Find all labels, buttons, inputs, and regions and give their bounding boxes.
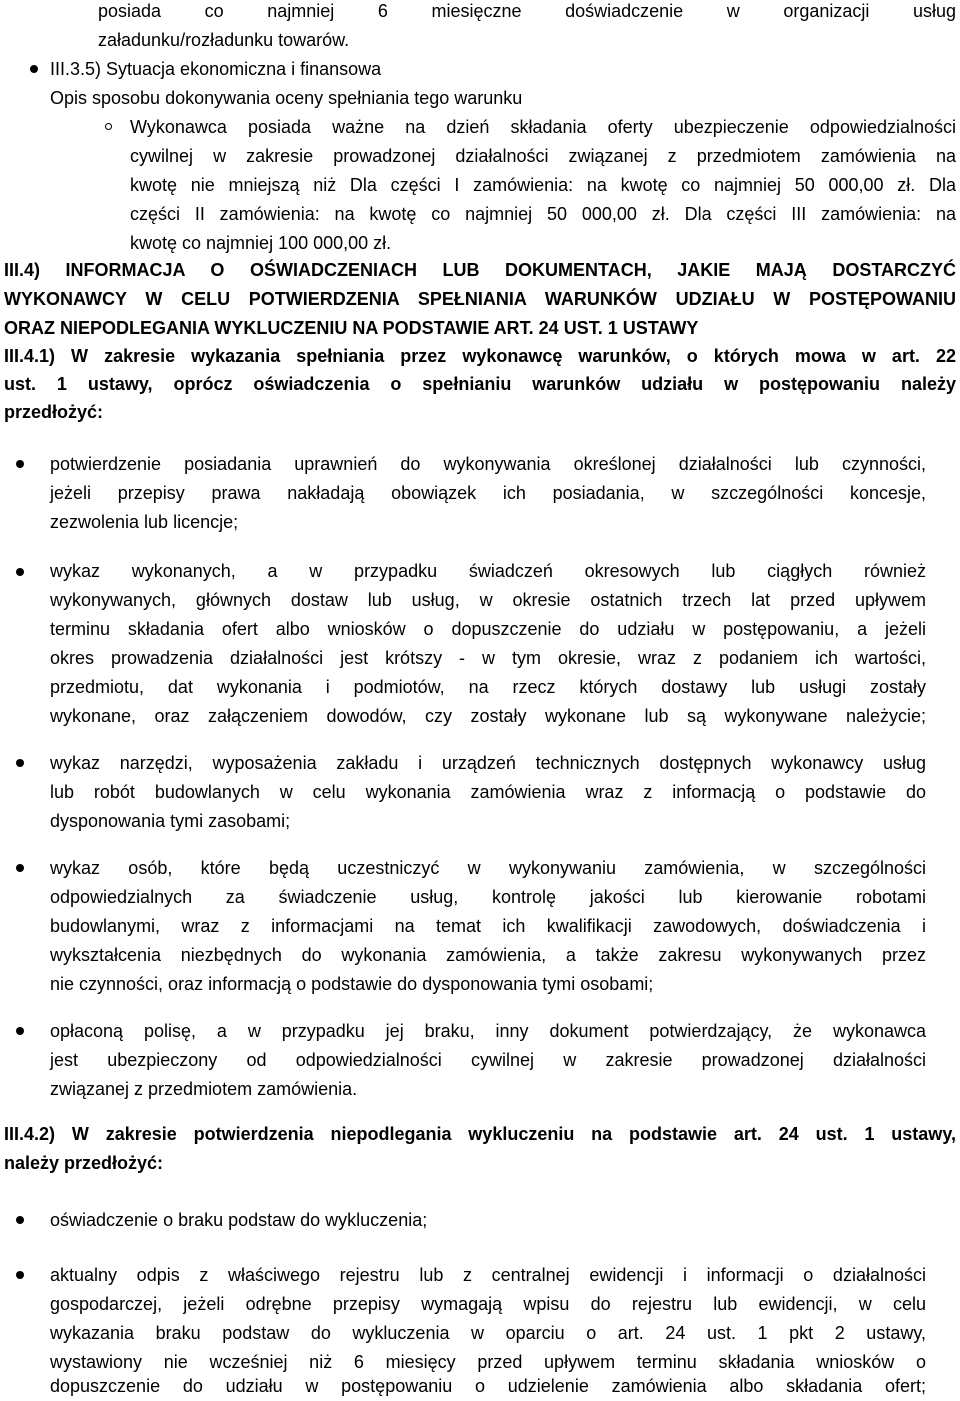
list-item-line: wykaz osób, które będą uczestniczyć w wykonywaniu zamówienia, w szczególności xyxy=(50,858,926,878)
list-item-line: wykonane, oraz załączeniem dowodów, czy zostały wykonane lub są wykonywane należycie; xyxy=(50,706,926,726)
section-heading-iii-4-line: WYKONAWCY W CELU POTWIERDZENIA SPEŁNIANIA WARUNKÓW UDZIAŁU W POSTĘPOWANIU xyxy=(4,289,956,309)
condition-text-line: kwotę nie mniejszą niż Dla części I zamówienia: na kwotę co najmniej 50 000,00 zł. Dla xyxy=(130,175,956,195)
list-item-line: przedmiotu, dat wykonania i podmiotów, na rzecz których dostawy lub usługi zostały xyxy=(50,677,926,697)
section-heading-iii-4-line: ORAZ NIEPODLEGANIA WYKLUCZENIU NA PODSTAWIE ART. 24 UST. 1 USTAWY xyxy=(4,318,699,338)
bullet-dot xyxy=(16,568,24,576)
list-item-line: opłaconą polisę, a w przypadku jej braku, inny dokument potwierdzający, że wykonawca xyxy=(50,1021,926,1041)
list-item-line: wykształcenia niezbędnych do wykonania zamówienia, a także zakresu wykonywanych przez xyxy=(50,945,926,965)
intro-line-2: załadunku/rozładunku towarów. xyxy=(98,30,350,50)
list-item-line: potwierdzenie posiadania uprawnień do wykonywania określonej działalności lub czynności, xyxy=(50,454,926,474)
section-heading-iii-4-1-line: III.4.1) W zakresie wykazania spełniania przez wykonawcę warunków, o których mowa w art. 22 xyxy=(4,346,956,366)
intro-line-1: posiada co najmniej 6 miesięczne doświadczenie w organizacji usług xyxy=(98,1,956,21)
bullet-dot xyxy=(16,1271,24,1279)
list-item-line: wykazania braku podstaw do wykluczenia w oparciu o art. 24 ust. 1 pkt 2 ustawy, xyxy=(50,1323,926,1343)
list-item-line: wykaz wykonanych, a w przypadku świadczeń okresowych lub ciągłych również xyxy=(50,561,926,581)
condition-text-line: cywilnej w zakresie prowadzonej działalności związanej z przedmiotem zamówienia na xyxy=(130,146,956,166)
section-heading-iii-4-1-line: przedłożyć: xyxy=(4,402,104,422)
list-item-line: aktualny odpis z właściwego rejestru lub z centralnej ewidencji i informacji o działalności xyxy=(50,1265,926,1285)
list-item-line: dysponowania tymi zasobami; xyxy=(50,811,291,831)
bullet-dot xyxy=(16,1216,24,1224)
condition-text-line: części II zamówienia: na kwotę co najmniej 50 000,00 zł. Dla części III zamówienia: na xyxy=(130,204,956,224)
list-item-line: związanej z przedmiotem zamówienia. xyxy=(50,1079,358,1099)
list-item-line: wystawiony nie wcześniej niż 6 miesięcy przed upływem terminu składania wniosków o xyxy=(50,1352,926,1372)
section-heading-iii-4-2-line: III.4.2) W zakresie potwierdzenia niepodlegania wykluczeniu na podstawie art. 24 ust. 1 ustawy, xyxy=(4,1124,956,1144)
bullet-dot xyxy=(16,864,24,872)
condition-text-line: Wykonawca posiada ważne na dzień składania oferty ubezpieczenie odpowiedzialności xyxy=(130,117,956,137)
list-item-line: zezwolenia lub licencje; xyxy=(50,512,239,532)
section-heading-iii-4-2-line: należy przedłożyć: xyxy=(4,1153,164,1173)
section-subtitle: Opis sposobu dokonywania oceny spełniania tego warunku xyxy=(50,88,523,108)
list-item-line: wykonywanych, głównych dostaw lub usług, w okresie ostatnich trzech lat przed upływem xyxy=(50,590,926,610)
condition-text-line: kwotę co najmniej 100 000,00 zł. xyxy=(130,233,392,253)
bullet-dot xyxy=(16,460,24,468)
list-item-line: jeżeli przepisy prawa nakładają obowiązek ich posiadania, w szczególności koncesje, xyxy=(50,483,926,503)
list-item-line: wykaz narzędzi, wyposażenia zakładu i urządzeń technicznych dostępnych wykonawcy usług xyxy=(50,753,926,773)
bullet-dot xyxy=(16,759,24,767)
section-heading-iii-4-1-line: ust. 1 ustawy, oprócz oświadczenia o spełnianiu warunków udziału w postępowaniu należy xyxy=(4,374,956,394)
list-item-line: oświadczenie o braku podstaw do wykluczenia; xyxy=(50,1210,428,1230)
section-heading-iii-4-line: III.4) INFORMACJA O OŚWIADCZENIACH LUB DOKUMENTACH, JAKIE MAJĄ DOSTARCZYĆ xyxy=(4,260,956,280)
list-item-line: nie czynności, oraz informacją o podstawie do dysponowania tymi osobami; xyxy=(50,974,654,994)
list-item-line: okres prowadzenia działalności jest krótszy - w tym okresie, wraz z podaniem ich wartości, xyxy=(50,648,926,668)
list-item-line: budowlanymi, wraz z informacjami na temat ich kwalifikacji zawodowych, doświadczenia i xyxy=(50,916,926,936)
list-item-line: jest ubezpieczony od odpowiedzialności cywilnej w zakresie prowadzonej działalności xyxy=(50,1050,926,1070)
bullet-dot xyxy=(30,65,38,73)
list-item-line: lub robót budowlanych w celu wykonania zamówienia wraz z informacją o podstawie do xyxy=(50,782,926,802)
list-item-line: gospodarczej, jeżeli odrębne przepisy wymagają wpisu do rejestru lub ewidencji, w celu xyxy=(50,1294,926,1314)
list-item-line: terminu składania ofert albo wniosków o dopuszczenie do udziału w postępowaniu, a jeżeli xyxy=(50,619,926,639)
bullet-dot xyxy=(16,1027,24,1035)
list-item-line: dopuszczenie do udziału w postępowaniu o udzielenie zamówienia albo składania ofert; xyxy=(50,1376,926,1396)
list-item-line: odpowiedzialnych za świadczenie usług, kontrolę jakości lub kierowanie robotami xyxy=(50,887,926,907)
circle-bullet xyxy=(105,123,112,130)
section-heading-iii-3-5: III.3.5) Sytuacja ekonomiczna i finansowa xyxy=(50,59,382,79)
